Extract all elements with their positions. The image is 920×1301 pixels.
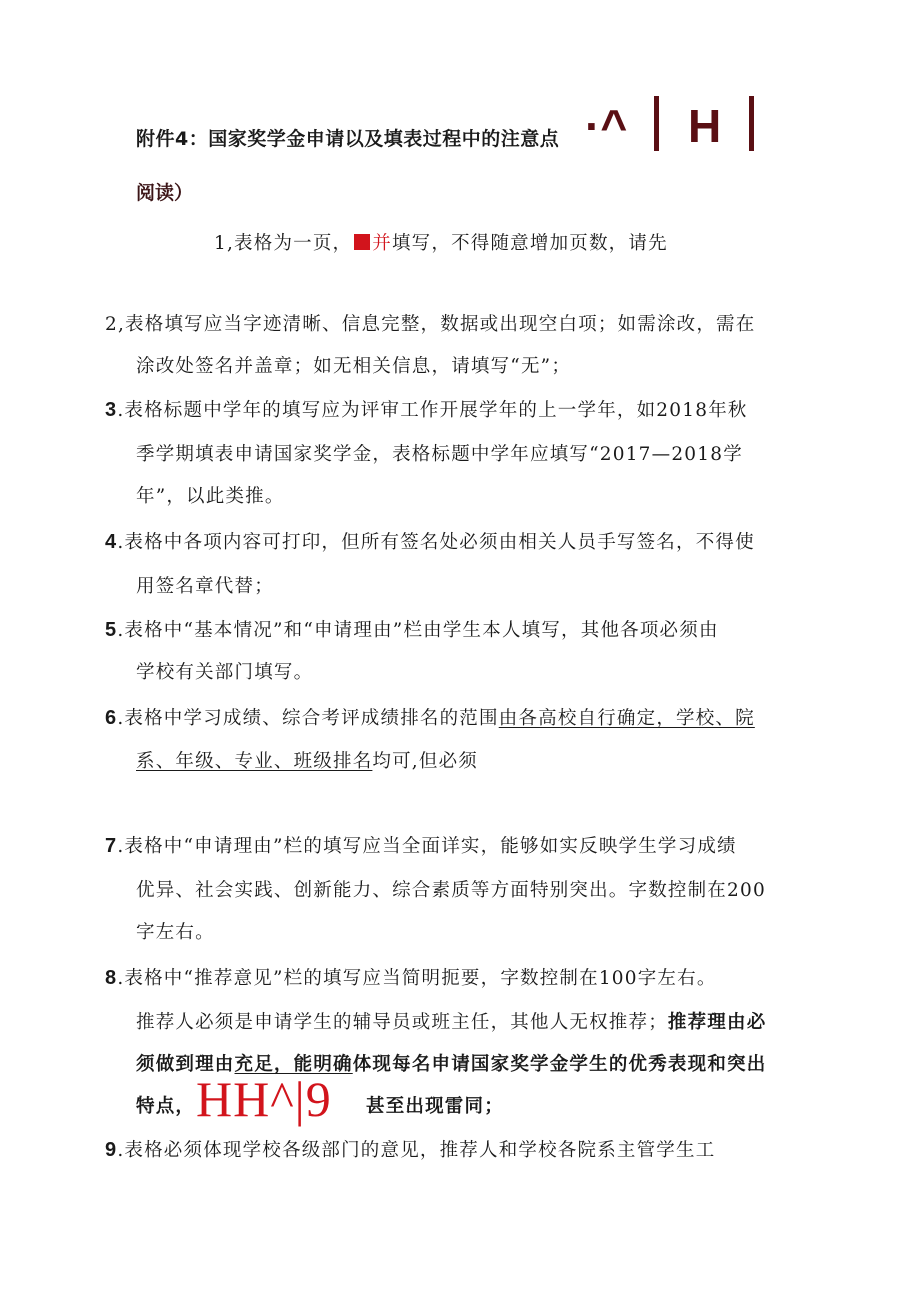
item-2-line-2: 涂改处签名并盖章；如无相关信息，请填写“无”； bbox=[136, 356, 572, 377]
item-4-text: .表格中各项内容可打印，但所有签名处必须由相关人员手写签名，不得使 bbox=[117, 532, 755, 553]
item-1-text-c: 填写，不得随意增加页数，请先 bbox=[391, 233, 668, 254]
item-9-line-1 bbox=[105, 1136, 715, 1162]
item-2-line-1: 2,表格填写应当字迹清晰、信息完整，数据或出现空白项；如需涂改，需在 bbox=[105, 314, 756, 335]
item-6-text-b: 均可,但必须 bbox=[372, 751, 478, 772]
item-9-number: 9 bbox=[105, 1139, 118, 1161]
item-8-text-2b: 推荐理由必 bbox=[667, 1012, 767, 1033]
item-6-underlined-a: 由各高校自行确定，学校、院 bbox=[498, 708, 755, 729]
item-6-number: 6 bbox=[105, 707, 118, 729]
item-7-line-3: 字左右。 bbox=[136, 922, 215, 943]
item-8-line-4 bbox=[136, 1092, 195, 1118]
item-3-number: 3 bbox=[105, 399, 118, 421]
item-8-text-2a: 推荐人必须是申请学生的辅导员或班主任，其他人无权推荐； bbox=[136, 1012, 668, 1033]
item-3-text: .表格标题中学年的填写应为评审工作开展学年的上一学年，如2018年秋 bbox=[117, 400, 748, 421]
page-subtitle: 阅读） bbox=[136, 182, 194, 204]
item-5-text: .表格中“基本情况”和“申请理由”栏由学生本人填写，其他各项必须由 bbox=[117, 620, 719, 641]
item-3-line-1 bbox=[105, 396, 748, 422]
item-8-text-4a: 特点， bbox=[136, 1096, 196, 1117]
item-7-line-1 bbox=[105, 832, 737, 858]
item-3-line-2: 季学期填表申请国家奖学金，表格标题中学年应填写“2017—2018学 bbox=[136, 444, 743, 465]
item-8-text-3a: 须做到理由 bbox=[136, 1054, 235, 1075]
page-title: 附件4：国家奖学金申请以及填表过程中的注意点 bbox=[136, 128, 560, 150]
item-9-text: .表格必须体现学校各级部门的意见，推荐人和学校各院系主管学生工 bbox=[117, 1140, 716, 1161]
item-7-line-2: 优异、社会实践、创新能力、综合素质等方面特别突出。字数控制在200 bbox=[136, 880, 766, 901]
item-8-underlined-3b: 充足，能明确 bbox=[234, 1054, 353, 1075]
item-8-number: 8 bbox=[105, 967, 118, 989]
red-artifact-text: HH^|9 bbox=[196, 1071, 332, 1127]
item-1-text-a: 1,表格为一页， bbox=[214, 233, 353, 254]
artifact-bar-right bbox=[749, 96, 754, 151]
item-7-number: 7 bbox=[105, 835, 118, 857]
item-6-underlined-b: 系、年级、专业、班级排名 bbox=[136, 751, 373, 772]
artifact-bar-left bbox=[654, 96, 659, 151]
item-4-number: 4 bbox=[105, 531, 118, 553]
item-1 bbox=[214, 229, 668, 255]
item-4-line-2: 用签名章代替； bbox=[136, 576, 274, 597]
red-square-mark bbox=[354, 234, 370, 250]
item-6-line-1 bbox=[105, 704, 755, 730]
item-8-line-2 bbox=[136, 1008, 766, 1034]
item-8-text: .表格中“推荐意见”栏的填写应当简明扼要，字数控制在100字左右。 bbox=[117, 968, 717, 989]
item-8-text-4c: 甚至出现雷同； bbox=[366, 1096, 504, 1117]
item-8-text-3c: 体现每名申请国家奖学金学生的优秀表现和突出 bbox=[352, 1054, 767, 1075]
artifact-dot-caret: ·^ bbox=[585, 100, 628, 152]
item-7-text: .表格中“申请理由”栏的填写应当全面详实，能够如实反映学生学习成绩 bbox=[117, 836, 737, 857]
item-6-text-a: .表格中学习成绩、综合考评成绩排名的范围 bbox=[117, 708, 499, 729]
item-5-line-2: 学校有关部门填写。 bbox=[136, 662, 314, 683]
item-5-number: 5 bbox=[105, 619, 118, 641]
item-1-text-b: 并 bbox=[372, 233, 392, 254]
artifact-h: H bbox=[688, 100, 722, 152]
item-3-line-3: 年”，以此类推。 bbox=[136, 486, 285, 507]
item-8-line-1 bbox=[105, 964, 717, 990]
item-5-line-1 bbox=[105, 616, 719, 642]
item-4-line-1 bbox=[105, 528, 755, 554]
item-6-line-2 bbox=[136, 747, 478, 773]
